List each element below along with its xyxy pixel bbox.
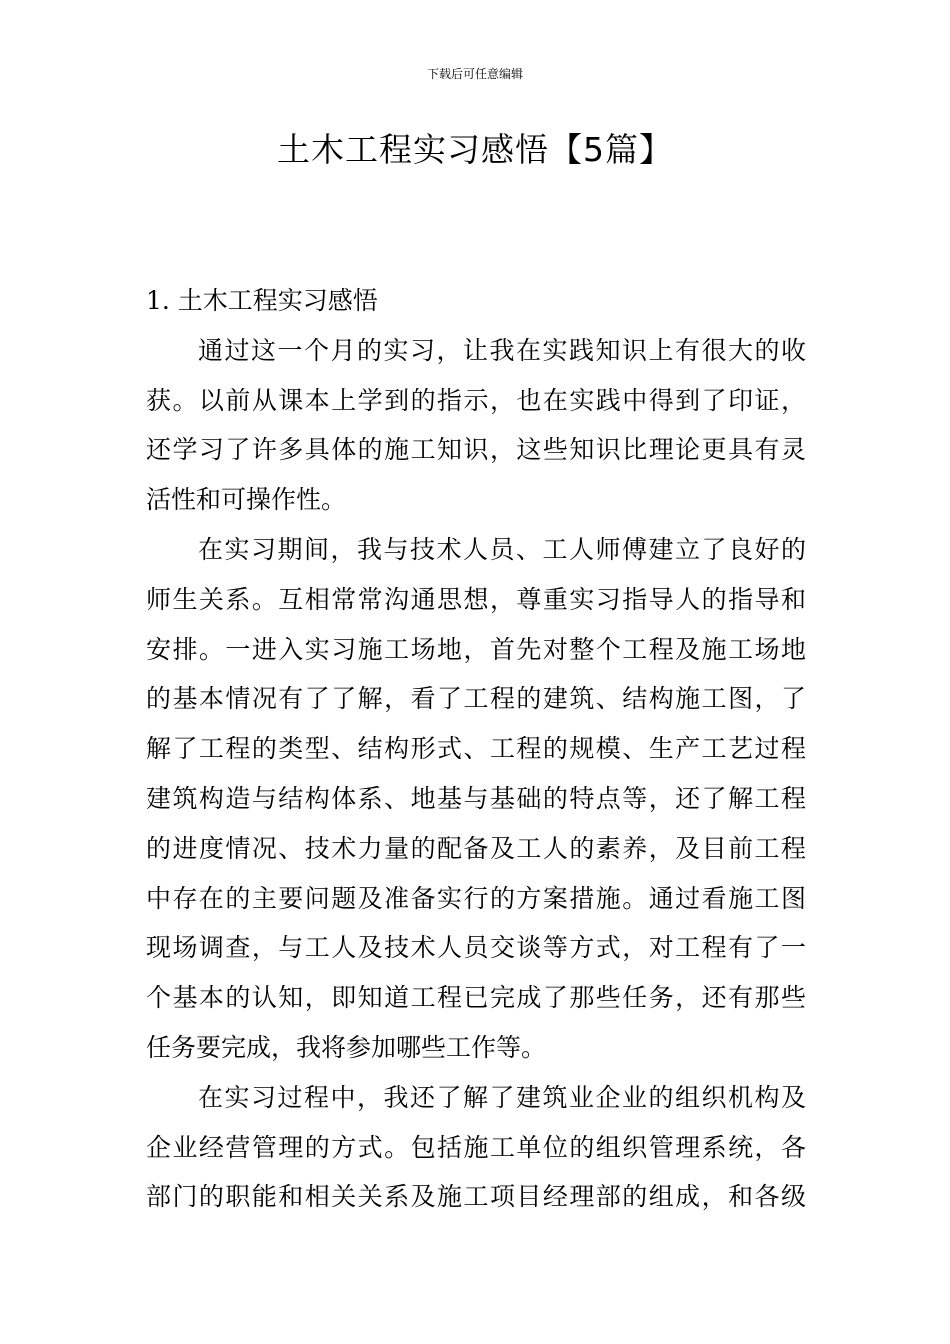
text-line: 解了工程的类型、结构形式、工程的规模、生产工艺过程 — [146, 734, 806, 764]
text-line: 部门的职能和相关关系及施工项目经理部的组成，和各级 — [146, 1182, 806, 1212]
text-line: 的基本情况有了了解，看了工程的建筑、结构施工图，了 — [146, 684, 806, 714]
text-line: 企业经营管理的方式。包括施工单位的组织管理系统，各 — [146, 1132, 806, 1162]
text-line: 安排。一进入实习施工场地，首先对整个工程及施工场地 — [146, 634, 806, 664]
text-line: 通过这一个月的实习，让我在实践知识上有很大的收 — [198, 335, 806, 365]
text-line: 还学习了许多具体的施工知识，这些知识比理论更具有灵 — [146, 435, 806, 465]
text-line: 现场调查，与工人及技术人员交谈等方式，对工程有了一 — [146, 933, 806, 963]
text-line: 个基本的认知，即知道工程已完成了那些任务，还有那些 — [146, 983, 806, 1013]
text-line: 获。以前从课本上学到的指示，也在实践中得到了印证， — [146, 385, 806, 415]
document-title: 土木工程实习感悟【5篇】 — [277, 130, 673, 169]
document-body — [146, 276, 806, 1222]
text-line: 活性和可操作性。 — [146, 485, 347, 515]
header-note: 下载后可任意编辑 — [426, 67, 523, 81]
text-line: 在实习过程中，我还了解了建筑业企业的组织机构及 — [198, 1082, 806, 1112]
text-line: 师生关系。互相常常沟通思想，尊重实习指导人的指导和 — [146, 584, 806, 614]
text-line: 任务要完成，我将参加哪些工作等。 — [146, 1032, 547, 1062]
section-heading: 1. 土木工程实习感悟 — [146, 286, 378, 315]
text-line: 的进度情况、技术力量的配备及工人的素养，及目前工程 — [146, 833, 806, 863]
text-line: 中存在的主要问题及准备实行的方案措施。通过看施工图 — [146, 883, 806, 913]
text-line: 在实习期间，我与技术人员、工人师傅建立了良好的 — [198, 534, 806, 564]
text-line: 建筑构造与结构体系、地基与基础的特点等，还了解工程 — [146, 783, 806, 813]
